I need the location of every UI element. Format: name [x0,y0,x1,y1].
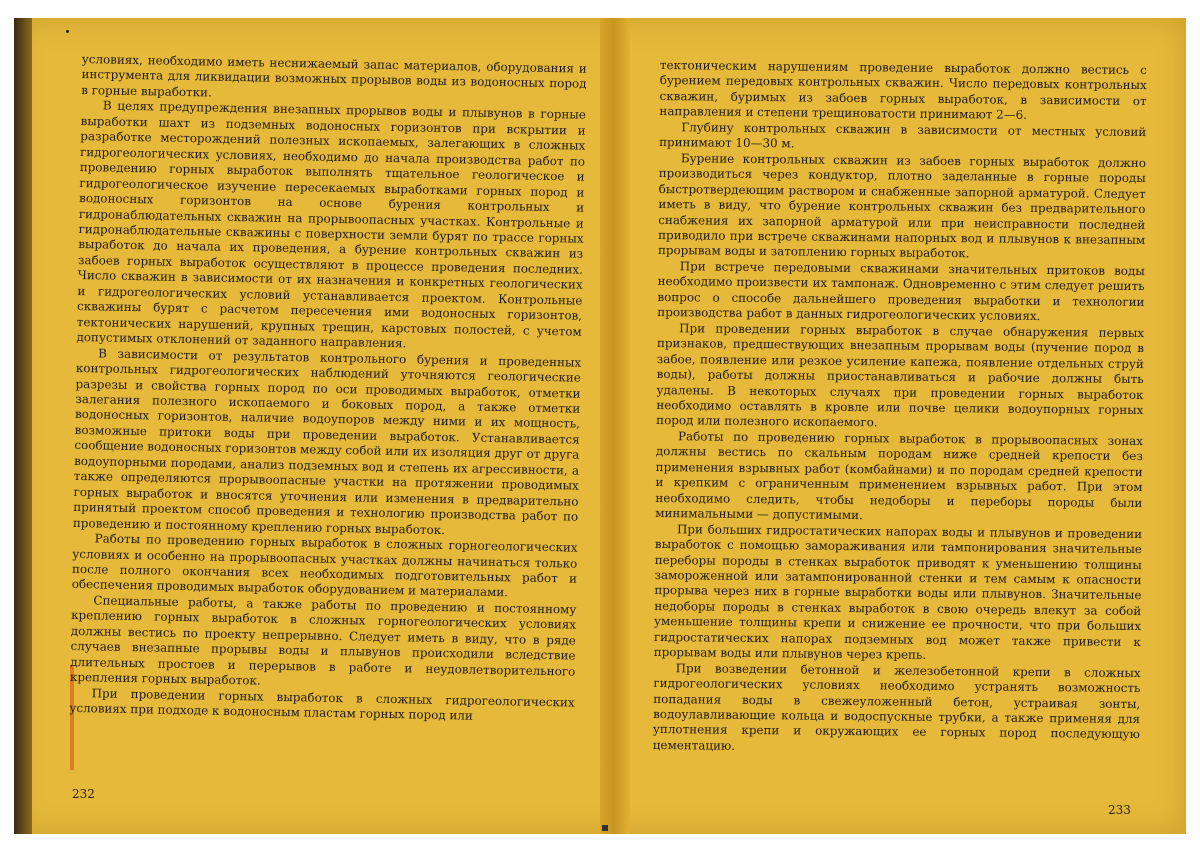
scan-speck [66,30,69,33]
paragraph: В целях предупреждения внезапных прорывов воды и плывунов в горные выработки шахт из подземных водоносных горизонтов при вскрытии и разработке месторождений полезных ископаемых, залегающих в сложных гидрогеологических условиях, необходимо до начала производства работ по проведению горных выработок выполнять тщательное геологическое и гидрогеологическое изучение пересекаемых выработками горных пород и водоносных горизонтов на основе бурения контрольных и гидронаблюдательных скважин на прорывоопасных участках. Контрольные и гидронаблюдательные скважины с поверхности земли бурят по трассе горных выработок до начала их проведения, а бурение контрольных скважин из забоев горных выработок осуществляют в процессе проведения последних. Число скважин в зависимости от их назначения и конкретных геологических и гидрогеологических условий устанавливается проектом. Контрольные скважины бурят с расчетом пересечения ими водоносных горизонтов, тектонических нарушений, крупных трещин, карстовых полостей, с учетом допустимых отклонений от заданного направления. [76,98,587,351]
paragraph: При возведении бетонной и железобетонной крепи в сложных гидрогеологических условиях необходимо устранять возможность попадания воды в свежеуложенный бетон, устраивая зонты, водоулавливающие кольца и водоспускные трубки, а также применяя для уплотнения крепи и окружающих ее горных пород последующую цементацию. [652,660,1141,753]
paragraph: При проведении горных выработок в случае обнаружения первых признаков, предшествующих внезапным прорывам воды (пучение пород в забое, появление или резкое усиление капежа, появление отдельных струй воды), работы должны приостанавливаться и рабочие должны быть удалены. В некоторых случаях при проведении горных выработок необходимо оставлять в кровле или почве целики водоупорных горных пород или полезного ископаемого. [656,320,1145,430]
paragraph: условиях, необходимо иметь неснижаемый запас материалов, оборудования и инструмента для ликвидации возможных прорывов воды из водоносных пород в горные выработки. [81,52,587,100]
right-page-text [653,58,1147,758]
paragraph: Специальные работы, а также работы по проведению и постоянному креплению горных выработок в сложных горногеологических условиях должны вестись по проекту непрерывно. Следует иметь в виду, что в ряде случаев внезапные прорывы воды и плывунов происходили вследствие длительных простоев и перерывов в работе и неудовлетворительного крепления горных выработок. [69,593,577,688]
page-number-left: 232 [72,787,95,801]
paragraph: Работы по проведению горных выработок в сложных горногеологических условиях и особенно на прорывоопасных участках должны начинаться только после полного окончания всех необходимых подготовительных работ и обеспечения проводимых выработок оборудованием и материалами. [71,531,578,600]
paragraph: Работы по проведению горных выработок в прорывоопасных зонах должны вестись по скальным породам ниже средней крепости без применения взрывных работ (комбайнами) и по породам средней крепости и крепким с ограниченным применением взрывных работ. При этом необходимо следить, чтобы недоборы и переборы породы были минимальными — допустимыми. [655,429,1144,523]
scan-speck [602,825,608,831]
paragraph: Глубину контрольных скважин в зависимости от местных условий принимают 10—30 м. [659,120,1147,151]
paragraph: При больших гидростатических напорах воды и плывунов и проведении выработок с помощью замораживания или тампонирования значительные переборы породы в стенках выработок приводят к уменьшению толщины замороженной или затампонированной стенки и тем самым к опасности прорыва через них в горные выработки воды или плывунов. Значительные недоборы породы в стенках выработок в свою очередь влекут за собой уменьшение толщины крепи и снижение ее прочности, что при больших гидростатических напорах подземных вод может также привести к прорывам воды или плывунов через крепь. [653,521,1143,663]
paragraph: тектоническим нарушениям проведение выработок должно вестись с бурением передовых контрольных скважин. Число передовых контрольных скважин, буримых из забоев горных выработок, в зависимости от направления и степени трещиноватости принимают 2—6. [659,58,1147,123]
paragraph: Бурение контрольных скважин из забоев горных выработок должно производиться через кондуктор, плотно заделанные в горные породы быстротвердеющим раствором и снабженные запорной арматурой. Следует иметь в виду, что бурение контрольных скважин без предварительного снабжения их запорной арматурой или при неисправности последней приводило при встрече скважинами напорных вод и плывунов к внезапным прорывам воды и затоплению горных выработок. [657,150,1147,261]
paragraph: При проведении горных выработок в сложных гидрогеологических условиях при подходе к водоносным пластам горных пород или [69,685,575,723]
paragraph: В зависимости от результатов контрольного бурения и проведенных контрольных гидрогеологических наблюдений уточняются геологические разрезы и свойства горных пород по оси проводимых выработок, отметки залегания полезного ископаемого и боковых пород, а также отметки водоносных горизонтов, наличие водоупоров между ними и их мощность, возможные притоки воды при проведении выработок. Устанавливается сообщение водоносных горизонтов между собой или их изоляция друг от друга водоупорными породами, анализ подземных вод и степень их агрессивности, а также определяются прорывоопасные участки на протяжении проводимых горных выработок и вносятся уточнения или изменения в предварительно принятый проектом способ проведения и технологию производства работ по проведению и постоянному креплению горных выработок. [72,345,582,537]
book-edge [14,18,32,834]
page-number-right: 233 [1108,803,1131,817]
book-gutter [600,18,630,834]
paragraph: При встрече передовыми скважинами значительных притоков воды необходимо произвести их тампонаж. Одновременно с этим следует решить вопрос о способе дальнейшего проведения выработки и технологии производства работ в данных гидрогеологических условиях. [657,259,1145,324]
left-page-text [69,52,587,726]
